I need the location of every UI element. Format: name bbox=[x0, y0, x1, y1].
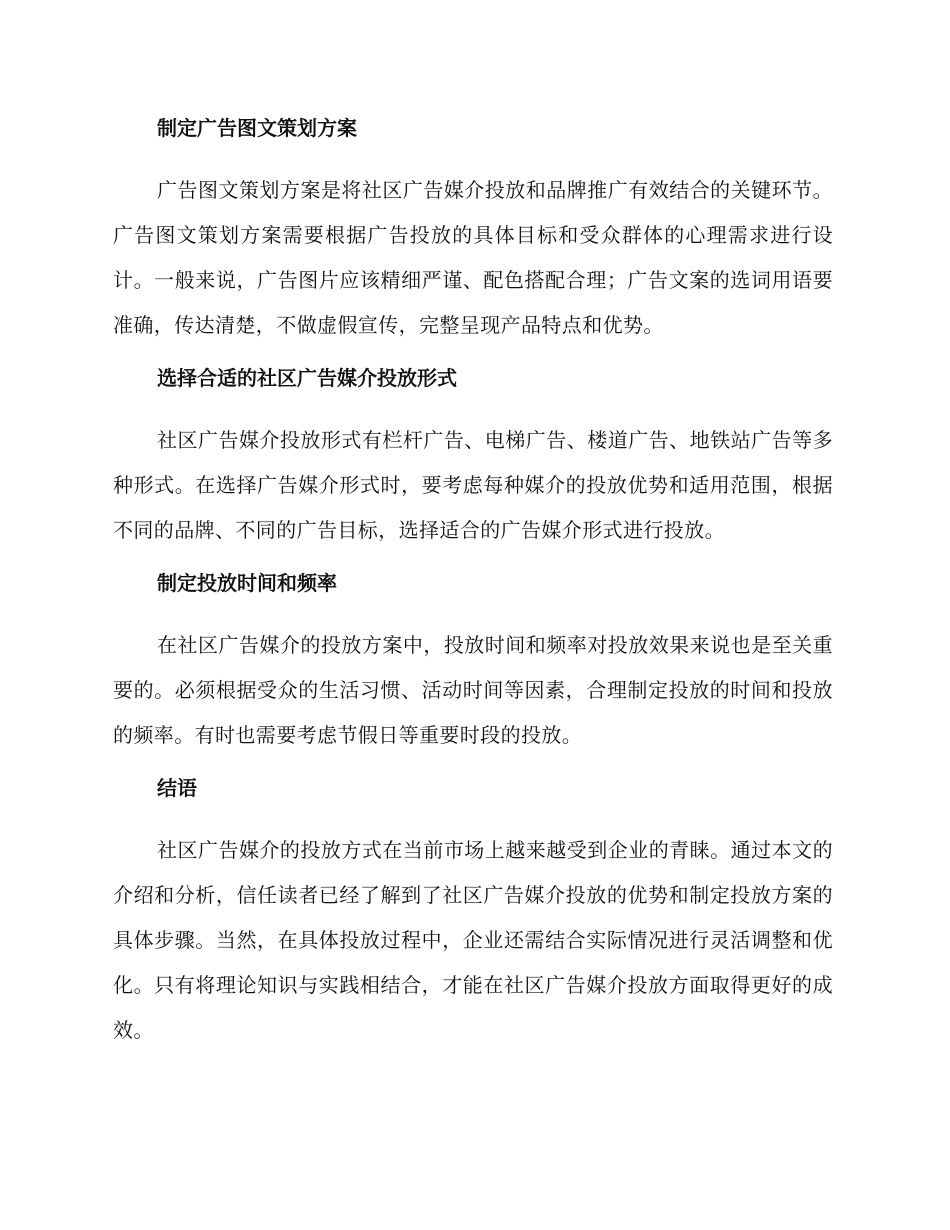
section-conclusion bbox=[113, 763, 833, 1053]
section-timing-frequency bbox=[113, 558, 833, 758]
section-paragraph: 社区广告媒介的投放方式在当前市场上越来越受到企业的青睐。通过本文的介绍和分析，信任读者已经了解到了社区广告媒介投放的优势和制定投放方案的具体步骤。当然，在具体投放过程中，企业还需结合实际情况进行灵活调整和优化。只有将理论知识与实践相结合，才能在社区广告媒介投放方面取得更好的成效。 bbox=[113, 838, 833, 1042]
section-media-format bbox=[113, 353, 833, 553]
section-heading: 选择合适的社区广告媒介投放形式 bbox=[157, 366, 457, 390]
document-body bbox=[113, 103, 833, 1058]
section-ad-creative-plan bbox=[113, 103, 833, 348]
section-heading: 制定广告图文策划方案 bbox=[157, 116, 357, 140]
section-paragraph: 广告图文策划方案是将社区广告媒介投放和品牌推广有效结合的关键环节。广告图文策划方案需要根据广告投放的具体目标和受众群体的心理需求进行设计。一般来说，广告图片应该精细严谨、配色搭配合理；广告文案的选词用语要准确，传达清楚，不做虚假宣传，完整呈现产品特点和优势。 bbox=[113, 178, 833, 337]
section-paragraph: 在社区广告媒介的投放方案中，投放时间和频率对投放效果来说也是至关重要的。必须根据受众的生活习惯、活动时间等因素，合理制定投放的时间和投放的频率。有时也需要考虑节假日等重要时段的投放。 bbox=[113, 633, 833, 747]
section-heading: 制定投放时间和频率 bbox=[157, 571, 337, 595]
section-heading: 结语 bbox=[157, 776, 197, 800]
section-paragraph: 社区广告媒介投放形式有栏杆广告、电梯广告、楼道广告、地铁站广告等多种形式。在选择广告媒介形式时，要考虑每种媒介的投放优势和适用范围，根据不同的品牌、不同的广告目标，选择适合的广告媒介形式进行投放。 bbox=[113, 428, 833, 542]
